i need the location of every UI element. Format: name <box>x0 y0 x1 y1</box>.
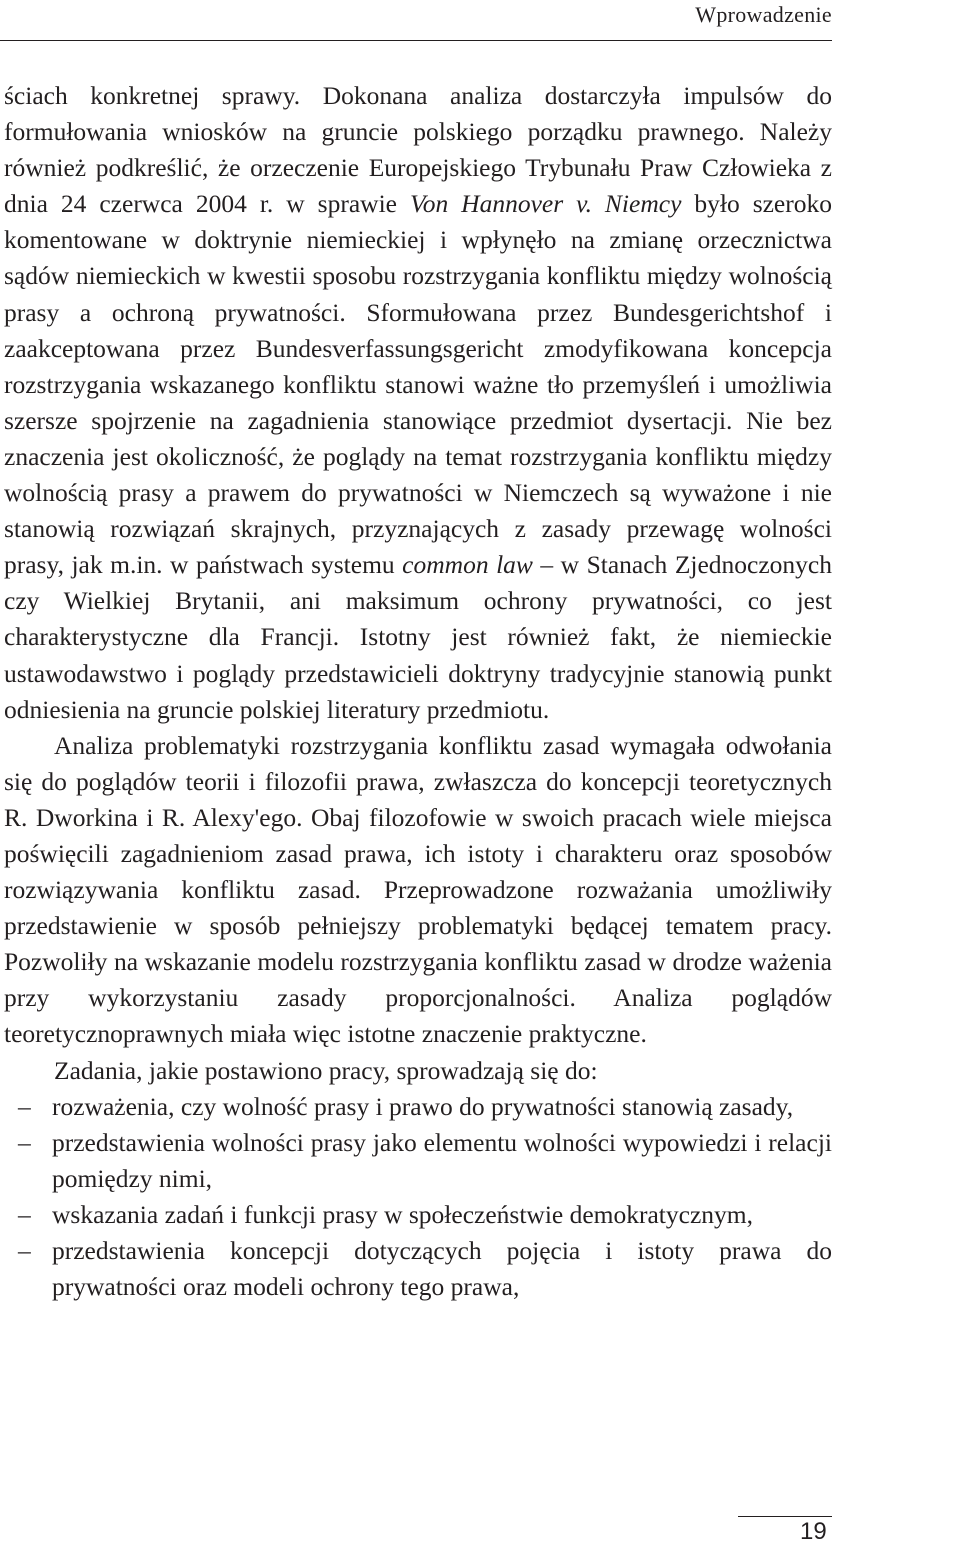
list-item-text: rozważenia, czy wolność prasy i prawo do prywatności stanowią zasady, <box>52 1091 794 1121</box>
paragraph-1 <box>4 78 832 728</box>
list-dash: – <box>18 1127 31 1157</box>
paragraph-3: Zadania, jakie postawiono pracy, sprowadzają się do: <box>54 1055 598 1085</box>
list-item <box>4 1197 832 1233</box>
list-item-text: przedstawienia wolności prasy jako elementu wolności wypowiedzi i relacji pomiędzy nimi, <box>52 1127 832 1193</box>
paragraph-2: Analiza problematyki rozstrzygania konfliktu zasad wymagała odwołania się do poglądów teorii i filozofii prawa, zwłaszcza do koncepcji teoretycznych R. Dworkina i R. Alexy'ego. Obaj filozofowie w swoich pracach wiele miejsca poświęcili zagadnieniom zasad prawa, ich istoty i charakteru oraz sposobów rozwiązywania konfliktu zasad. Przeprowadzone rozważania umożliwiły przedstawienie w sposób pełniejszy problematyki będącej tematem pracy. Pozwoliły na wskazanie modelu rozstrzygania konfliktu zasad w drodze ważenia przy wykorzystaniu zasady proporcjonalności. Analiza poglądów teoretycznoprawnych miała więc istotne znaczenie praktyczne. <box>4 730 832 1049</box>
list-item-text: wskazania zadań i funkcji prasy w społeczeństwie demokratycznym, <box>52 1199 753 1229</box>
list-item <box>4 1089 832 1125</box>
paragraph-1-part-1: ściach konkretnej sprawy. Dokonana analiza dostarczyła impulsów do formułowania wniosków na gruncie polskiego porządku prawnego. Należy również podkreślić, że orzeczenie Europejskiego Trybunału Praw Człowieka z dnia 24 czerwca 2004 r. w sprawie <box>4 81 832 219</box>
list-item-text: przedstawienia koncepcji dotyczących pojęcia i istoty prawa do prywatności oraz modeli ochrony tego prawa, <box>52 1236 832 1302</box>
task-list <box>4 1089 832 1306</box>
list-dash: – <box>18 1199 31 1229</box>
case-name: Von Hannover v. Niemcy <box>409 189 682 219</box>
page-body <box>4 78 832 1305</box>
paragraph-1-part-3: – w Stanach Zjednoczonych czy Wielkiej Brytanii, ani maksimum ochrony prywatności, co jest charakterystyczne dla Francji. Istotny jest również fakt, że niemieckie ustawodawstwo i poglądy przedstawicieli doktryny tradycyjnie stanowią punkt odniesienia na gruncie polskiej literatury przedmiotu. <box>4 550 832 724</box>
term-common-law: common law <box>402 550 533 580</box>
list-item <box>4 1233 832 1305</box>
header-divider <box>0 40 832 41</box>
paragraph-1-part-2: było szeroko komentowane w doktrynie niemieckiej i wpłynęło na zmianę orzecznictwa sądów niemieckich w kwestii sposobu rozstrzygania konfliktu między wolnością prasy a ochroną prywatności. Sformułowana przez Bundesgerichtshof i zaakceptowana przez Bundesverfassungsgericht zmodyfikowana koncepcja rozstrzygania wskazanego konfliktu stanowi ważne tło przemyśleń i umożliwia szersze spojrzenie na zagadnienia stanowiące przedmiot dysertacji. Nie bez znaczenia jest okoliczność, że poglądy na temat rozstrzygania konfliktu między wolnością prasy a prawem do prywatności w Niemczech są wyważone i nie stanowią rozwiązań skrajnych, przyznających z zasady przewagę wolności prasy, jak m.in. w państwach systemu <box>4 189 832 580</box>
page-number: 19 <box>800 1518 827 1545</box>
list-item <box>4 1125 832 1197</box>
running-header: Wprowadzenie <box>695 2 832 27</box>
list-dash: – <box>18 1236 31 1265</box>
list-dash: – <box>18 1091 31 1121</box>
footer-divider <box>738 1516 832 1517</box>
